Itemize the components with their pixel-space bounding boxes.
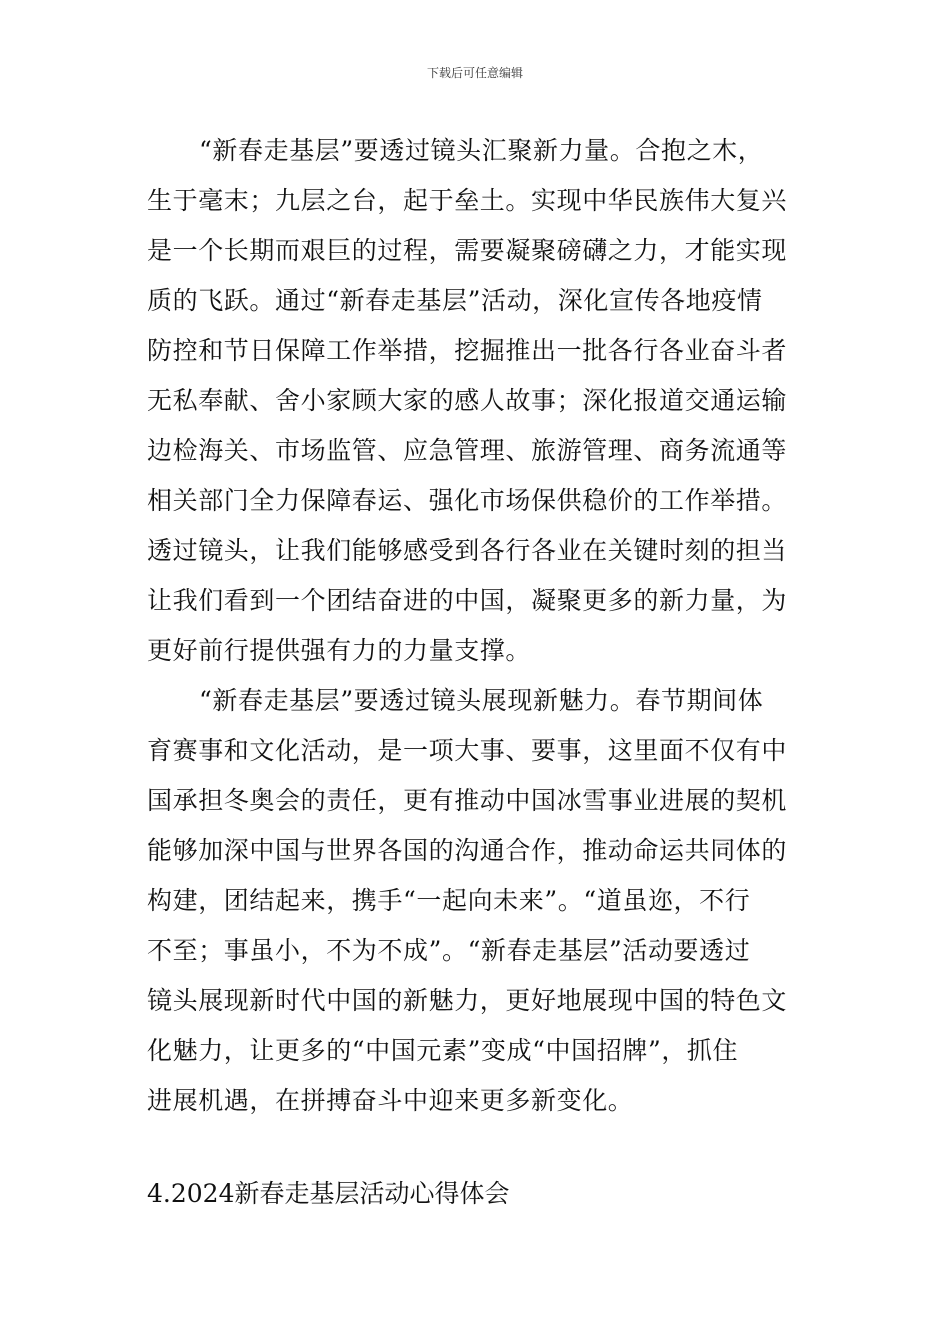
paragraph-line: 化魅力，让更多的“中国元素”变成“中国招牌”，抓住 (147, 1036, 739, 1065)
paragraph-line: 透过镜头，让我们能够感受到各行各业在关键时刻的担当 (147, 536, 788, 565)
paragraph-line: 国承担冬奥会的责任，更有推动中国冰雪事业进展的契机 (147, 786, 788, 815)
paragraph-1 (147, 126, 809, 676)
paragraph-line: 是一个长期而艰巨的过程，需要凝聚磅礴之力，才能实现 (147, 236, 788, 265)
paragraph-line: 生于毫末；九层之台，起于垒土。实现中华民族伟大复兴 (147, 186, 788, 215)
paragraph-line: 镜头展现新时代中国的新魅力，更好地展现中国的特色文 (147, 986, 788, 1015)
paragraph-2 (147, 676, 809, 1126)
paragraph-line: “新春走基层”要透过镜头展现新魅力。春节期间体 (199, 686, 764, 715)
paragraph-line: 能够加深中国与世界各国的沟通合作，推动命运共同体的 (147, 836, 788, 865)
document-body (147, 126, 809, 1126)
paragraph-line: 进展机遇，在拼搏奋斗中迎来更多新变化。 (147, 1086, 634, 1115)
paragraph-line: 更好前行提供强有力的力量支撑。 (147, 636, 532, 665)
section-heading: 4.2024新春走基层活动心得体会 (147, 1179, 510, 1208)
paragraph-line: 边检海关、市场监管、应急管理、旅游管理、商务流通等 (147, 436, 788, 465)
paragraph-line: 防控和节日保障工作举措，挖掘推出一批各行各业奋斗者 (147, 336, 788, 365)
paragraph-line: “新春走基层”要透过镜头汇聚新力量。合抱之木， (199, 136, 764, 165)
paragraph-line: 无私奉献、舍小家顾大家的感人故事；深化报道交通运输 (147, 386, 788, 415)
paragraph-line: 构建，团结起来，携手“一起向未来”。“道虽迩，不行 (147, 886, 751, 915)
paragraph-line: 不至；事虽小，不为不成”。“新春走基层”活动要透过 (147, 936, 751, 965)
paragraph-line: 质的飞跃。通过“新春走基层”活动，深化宣传各地疫情 (147, 286, 763, 315)
paragraph-line: 让我们看到一个团结奋进的中国，凝聚更多的新力量，为 (147, 586, 788, 615)
paragraph-line: 育赛事和文化活动，是一项大事、要事，这里面不仅有中 (147, 736, 788, 765)
page-header: 下载后可任意编辑 (426, 66, 523, 80)
paragraph-line: 相关部门全力保障春运、强化市场保供稳价的工作举措。 (147, 486, 788, 515)
